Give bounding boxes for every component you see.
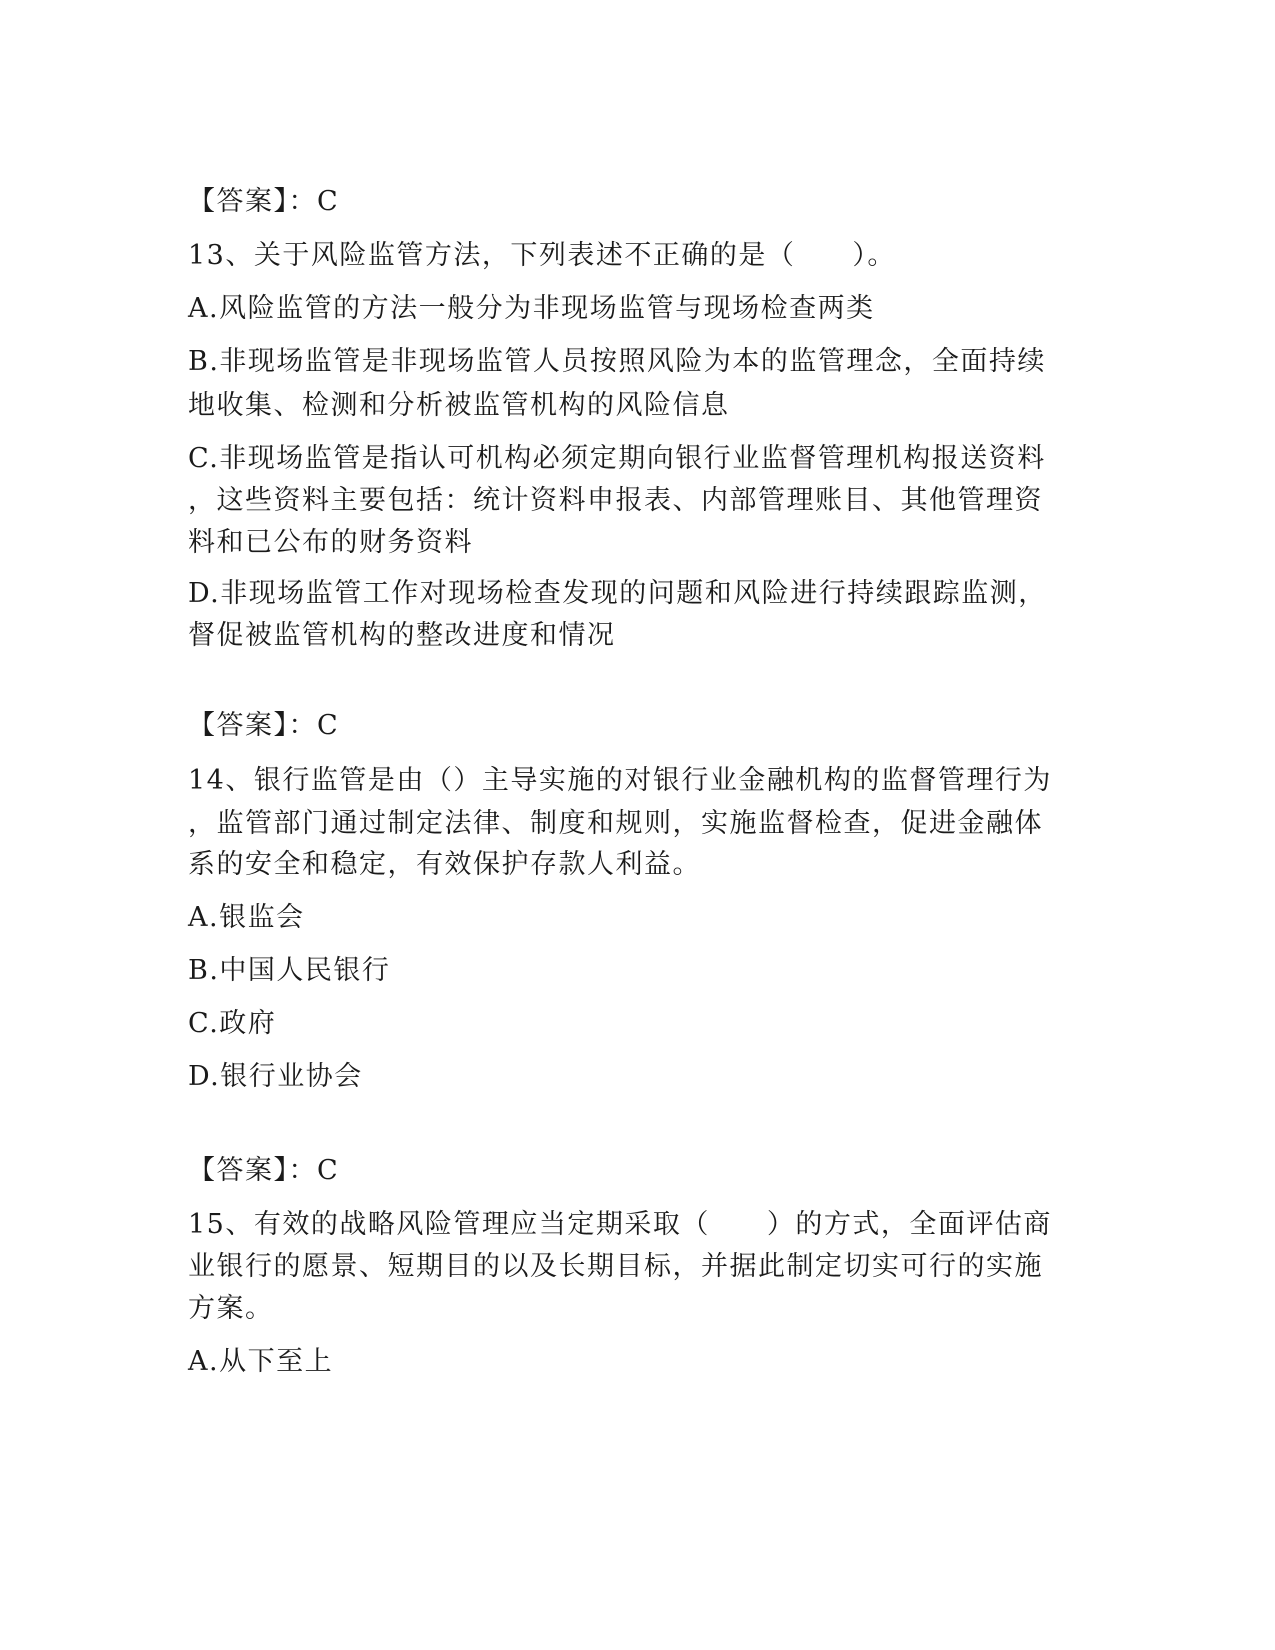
option-b-line: B.中国人民银行	[188, 955, 391, 986]
option-a-line: A.风险监管的方法一般分为非现场监管与现场检查两类	[188, 293, 875, 324]
question-15-line: 方案。	[188, 1293, 274, 1324]
option-b-line: 地收集、检测和分析被监管机构的风险信息	[188, 390, 730, 421]
option-b-line: B.非现场监管是非现场监管人员按照风险为本的监管理念，全面持续	[188, 346, 1046, 377]
option-a-line: A.银监会	[188, 902, 305, 933]
option-d-line: D.银行业协会	[188, 1061, 363, 1092]
option-d-line: D.非现场监管工作对现场检查发现的问题和风险进行持续跟踪监测，	[188, 578, 1047, 609]
answer-label: 【答案】：C	[188, 710, 340, 741]
option-d-line: 督促被监管机构的整改进度和情况	[188, 620, 616, 651]
option-c-line: C.政府	[188, 1008, 277, 1039]
question-14-line: 系的安全和稳定，有效保护存款人利益。	[188, 849, 701, 880]
question-15-line: 业银行的愿景、短期目的以及长期目标，并据此制定切实可行的实施	[188, 1251, 1043, 1282]
answer-label: 【答案】：C	[188, 1155, 340, 1186]
option-c-line: C.非现场监管是指认可机构必须定期向银行业监督管理机构报送资料	[188, 443, 1046, 474]
question-15-line: 15、有效的战略风险管理应当定期采取（ ）的方式，全面评估商	[188, 1209, 1052, 1240]
question-13-line: 13、关于风险监管方法，下列表述不正确的是（ ）。	[188, 240, 896, 271]
option-a-line: A.从下至上	[188, 1346, 334, 1377]
option-c-line: 料和已公布的财务资料	[188, 527, 473, 558]
answer-label: 【答案】：C	[188, 186, 340, 217]
question-14-line: ，监管部门通过制定法律、制度和规则，实施监督检查，促进金融体	[188, 808, 1043, 839]
question-14-line: 14、银行监管是由（）主导实施的对银行业金融机构的监督管理行为	[188, 765, 1052, 796]
option-c-line: ，这些资料主要包括：统计资料申报表、内部管理账目、其他管理资	[188, 485, 1043, 516]
